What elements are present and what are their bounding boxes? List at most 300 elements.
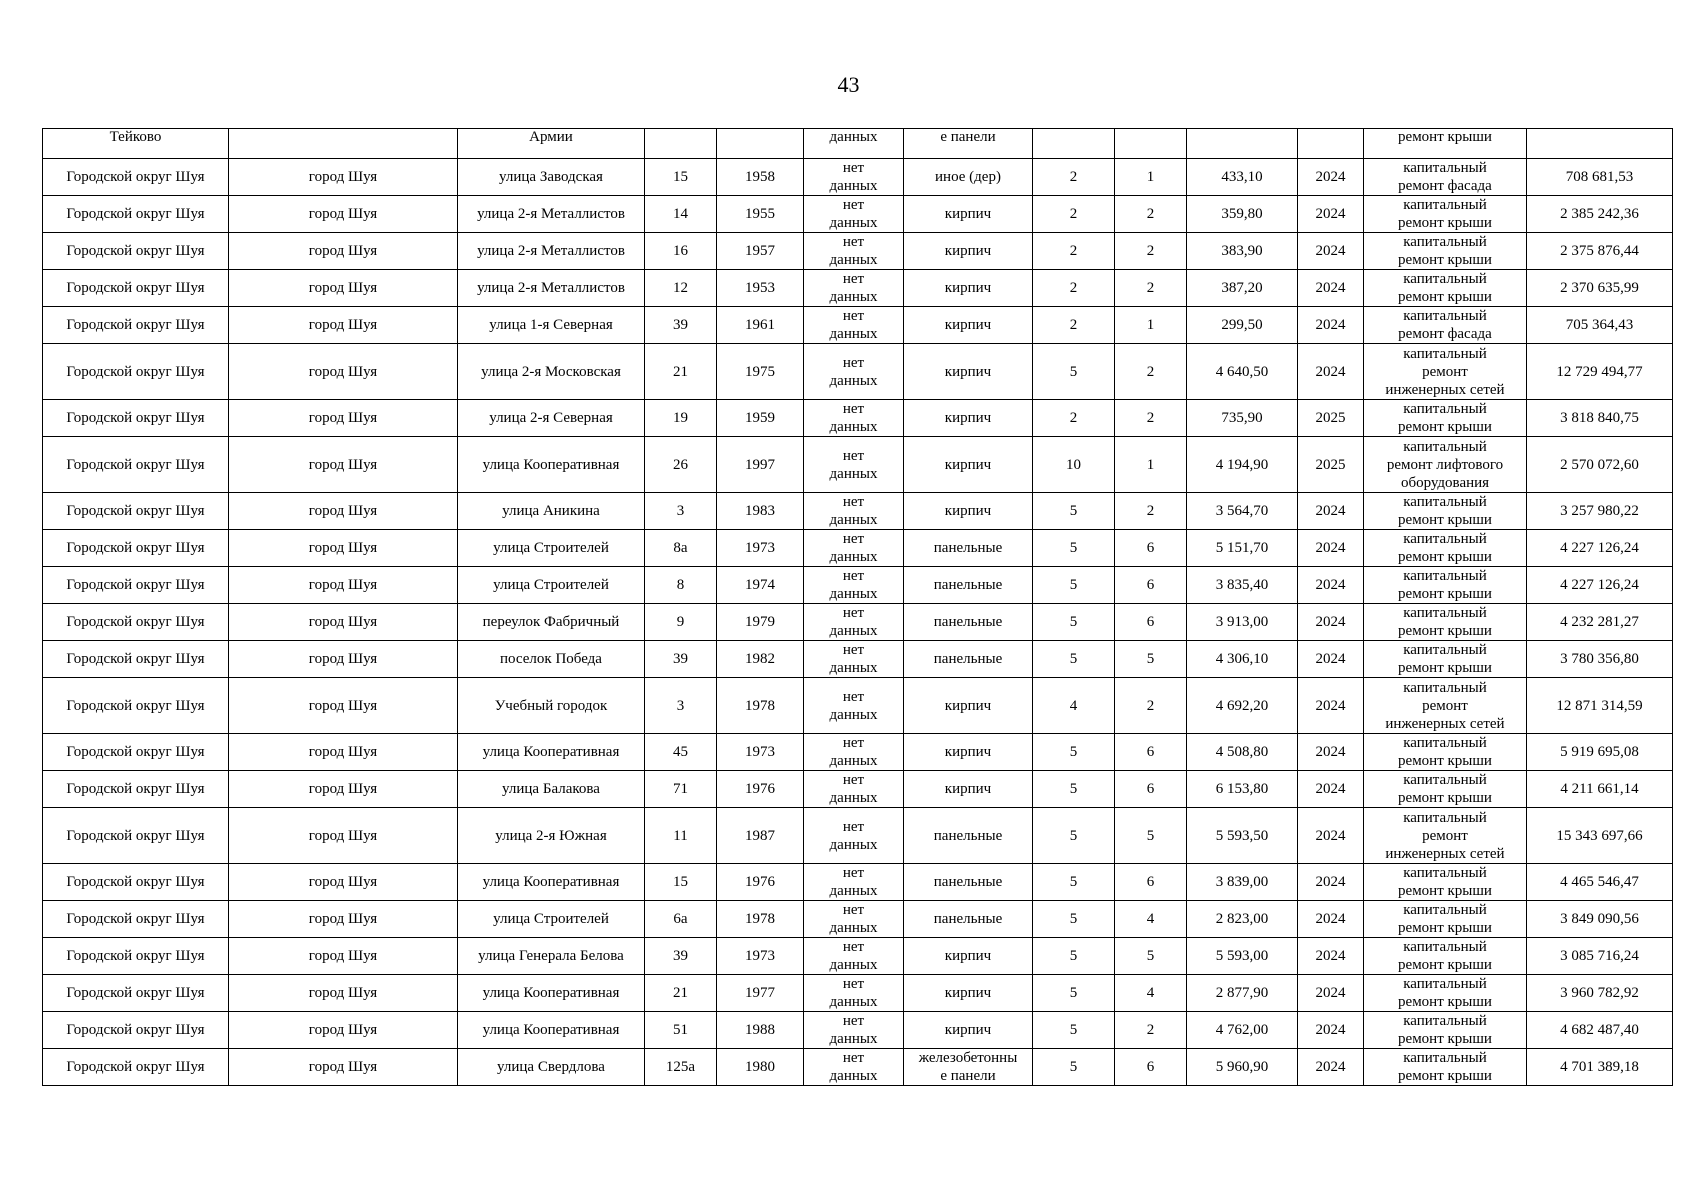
cell-wall-material: кирпич — [904, 771, 1033, 808]
cell-plan-year: 2024 — [1298, 901, 1364, 938]
cell-entrances: 6 — [1115, 1049, 1187, 1086]
cell-year-capital: нет данных — [804, 641, 904, 678]
cell-plan-year: 2024 — [1298, 344, 1364, 400]
cell-wall-material: кирпич — [904, 493, 1033, 530]
cell-locality: город Шуя — [229, 270, 458, 307]
cell-area: 3 564,70 — [1187, 493, 1298, 530]
cell-locality: город Шуя — [229, 975, 458, 1012]
cell-floors: 10 — [1033, 437, 1115, 493]
cell-wall-material: панельные — [904, 641, 1033, 678]
cell-year: 1976 — [717, 771, 804, 808]
cell-year-capital: нет данных — [804, 1012, 904, 1049]
table-row — [43, 678, 1673, 734]
cell-entrances: 1 — [1115, 159, 1187, 196]
cell-locality: город Шуя — [229, 771, 458, 808]
cell-plan-year: 2024 — [1298, 530, 1364, 567]
cell-municipality: Городской округ Шуя — [43, 1049, 229, 1086]
cell-floors: 5 — [1033, 938, 1115, 975]
cell-municipality: Городской округ Шуя — [43, 437, 229, 493]
cell-floors: 5 — [1033, 641, 1115, 678]
cell-house: 12 — [645, 270, 717, 307]
cell-year: 1980 — [717, 1049, 804, 1086]
cell-area: 6 153,80 — [1187, 771, 1298, 808]
cell-floors: 5 — [1033, 901, 1115, 938]
cell-municipality: Городской округ Шуя — [43, 975, 229, 1012]
cell-entrances: 2 — [1115, 344, 1187, 400]
table-row — [43, 975, 1673, 1012]
cell-cost: 4 227 126,24 — [1527, 567, 1673, 604]
cell-wall-material: панельные — [904, 901, 1033, 938]
cell-locality: город Шуя — [229, 641, 458, 678]
cell-house: 3 — [645, 678, 717, 734]
cell-entrances: 5 — [1115, 641, 1187, 678]
table-row — [43, 901, 1673, 938]
cell-work-type: капитальный ремонт фасада — [1364, 307, 1527, 344]
cell-work-type: капитальный ремонт крыши — [1364, 567, 1527, 604]
cell-area — [1187, 129, 1298, 159]
table-row — [43, 437, 1673, 493]
cell-plan-year: 2024 — [1298, 493, 1364, 530]
cell-wall-material: кирпич — [904, 734, 1033, 771]
cell-locality: город Шуя — [229, 233, 458, 270]
cell-year: 1955 — [717, 196, 804, 233]
cell-floors: 5 — [1033, 567, 1115, 604]
cell-plan-year: 2024 — [1298, 975, 1364, 1012]
table-row-continued — [43, 129, 1673, 159]
cell-plan-year: 2024 — [1298, 307, 1364, 344]
cell-cost: 5 919 695,08 — [1527, 734, 1673, 771]
cell-work-type: капитальный ремонт крыши — [1364, 641, 1527, 678]
cell-plan-year: 2024 — [1298, 808, 1364, 864]
cell-street: улица Кооперативная — [458, 437, 645, 493]
cell-year-capital: нет данных — [804, 678, 904, 734]
cell-municipality: Городской округ Шуя — [43, 678, 229, 734]
cell-locality: город Шуя — [229, 400, 458, 437]
cell-year: 1997 — [717, 437, 804, 493]
cell-cost: 12 871 314,59 — [1527, 678, 1673, 734]
cell-house: 39 — [645, 307, 717, 344]
cell-cost: 3 257 980,22 — [1527, 493, 1673, 530]
table-row — [43, 493, 1673, 530]
cell-floors: 5 — [1033, 604, 1115, 641]
table-row — [43, 159, 1673, 196]
cell-plan-year: 2024 — [1298, 159, 1364, 196]
cell-house: 15 — [645, 864, 717, 901]
cell-street: улица Строителей — [458, 567, 645, 604]
cell-year-capital: нет данных — [804, 196, 904, 233]
cell-house: 21 — [645, 975, 717, 1012]
cell-cost: 2 570 072,60 — [1527, 437, 1673, 493]
table-row — [43, 400, 1673, 437]
cell-cost: 708 681,53 — [1527, 159, 1673, 196]
cell-entrances: 1 — [1115, 307, 1187, 344]
cell-cost: 2 370 635,99 — [1527, 270, 1673, 307]
cell-plan-year: 2024 — [1298, 233, 1364, 270]
cell-cost: 3 780 356,80 — [1527, 641, 1673, 678]
cell-area: 3 913,00 — [1187, 604, 1298, 641]
table-row — [43, 641, 1673, 678]
cell-year: 1973 — [717, 938, 804, 975]
cell-plan-year: 2024 — [1298, 270, 1364, 307]
cell-locality: город Шуя — [229, 159, 458, 196]
cell-house: 21 — [645, 344, 717, 400]
cell-work-type: капитальный ремонт крыши — [1364, 734, 1527, 771]
cell-municipality: Городской округ Шуя — [43, 808, 229, 864]
cell-cost — [1527, 129, 1673, 159]
cell-cost: 3 960 782,92 — [1527, 975, 1673, 1012]
cell-municipality: Городской округ Шуя — [43, 233, 229, 270]
cell-area: 3 839,00 — [1187, 864, 1298, 901]
cell-work-type: капитальный ремонт крыши — [1364, 1049, 1527, 1086]
cell-floors: 5 — [1033, 975, 1115, 1012]
cell-year-capital: нет данных — [804, 734, 904, 771]
cell-street: улица Кооперативная — [458, 1012, 645, 1049]
cell-street: улица 2-я Московская — [458, 344, 645, 400]
cell-cost: 4 465 546,47 — [1527, 864, 1673, 901]
cell-floors: 5 — [1033, 1012, 1115, 1049]
cell-cost: 4 701 389,18 — [1527, 1049, 1673, 1086]
cell-house: 16 — [645, 233, 717, 270]
cell-entrances: 6 — [1115, 604, 1187, 641]
cell-year-capital: нет данных — [804, 771, 904, 808]
cell-year-capital: нет данных — [804, 808, 904, 864]
cell-year-capital: нет данных — [804, 400, 904, 437]
cell-year-capital: нет данных — [804, 437, 904, 493]
cell-locality: город Шуя — [229, 567, 458, 604]
cell-street: Армии — [458, 129, 645, 159]
cell-year-capital: нет данных — [804, 307, 904, 344]
cell-work-type: капитальный ремонт крыши — [1364, 400, 1527, 437]
table-row — [43, 270, 1673, 307]
cell-area: 5 593,00 — [1187, 938, 1298, 975]
cell-street: улица Свердлова — [458, 1049, 645, 1086]
cell-plan-year: 2025 — [1298, 400, 1364, 437]
cell-house: 8 — [645, 567, 717, 604]
cell-wall-material: кирпич — [904, 975, 1033, 1012]
cell-work-type: капитальный ремонт крыши — [1364, 771, 1527, 808]
cell-street: улица Кооперативная — [458, 975, 645, 1012]
cell-house: 11 — [645, 808, 717, 864]
cell-floors: 2 — [1033, 196, 1115, 233]
cell-municipality: Городской округ Шуя — [43, 567, 229, 604]
cell-year: 1974 — [717, 567, 804, 604]
cell-work-type: капитальный ремонт инженерных сетей — [1364, 808, 1527, 864]
page-number: 43 — [837, 72, 860, 97]
cell-year-capital: нет данных — [804, 938, 904, 975]
cell-entrances: 4 — [1115, 901, 1187, 938]
cell-entrances: 1 — [1115, 437, 1187, 493]
cell-year: 1983 — [717, 493, 804, 530]
cell-wall-material: панельные — [904, 567, 1033, 604]
cell-plan-year: 2024 — [1298, 864, 1364, 901]
cell-floors: 5 — [1033, 734, 1115, 771]
cell-work-type: капитальный ремонт крыши — [1364, 975, 1527, 1012]
cell-year: 1961 — [717, 307, 804, 344]
cell-entrances: 6 — [1115, 864, 1187, 901]
cell-locality: город Шуя — [229, 604, 458, 641]
cell-house: 19 — [645, 400, 717, 437]
table-row — [43, 771, 1673, 808]
cell-wall-material: железобетонны е панели — [904, 1049, 1033, 1086]
cell-work-type: капитальный ремонт инженерных сетей — [1364, 344, 1527, 400]
cell-floors: 5 — [1033, 864, 1115, 901]
cell-entrances: 4 — [1115, 975, 1187, 1012]
cell-locality: город Шуя — [229, 901, 458, 938]
cell-wall-material: иное (дер) — [904, 159, 1033, 196]
cell-house: 125а — [645, 1049, 717, 1086]
cell-year: 1973 — [717, 530, 804, 567]
cell-floors: 2 — [1033, 270, 1115, 307]
cell-floors: 2 — [1033, 400, 1115, 437]
cell-municipality: Городской округ Шуя — [43, 493, 229, 530]
cell-municipality: Городской округ Шуя — [43, 734, 229, 771]
cell-work-type: капитальный ремонт крыши — [1364, 604, 1527, 641]
cell-year: 1958 — [717, 159, 804, 196]
cell-area: 5 960,90 — [1187, 1049, 1298, 1086]
table-row — [43, 808, 1673, 864]
cell-municipality: Городской округ Шуя — [43, 159, 229, 196]
cell-cost: 4 211 661,14 — [1527, 771, 1673, 808]
cell-floors: 5 — [1033, 771, 1115, 808]
table-row — [43, 734, 1673, 771]
cell-area: 4 508,80 — [1187, 734, 1298, 771]
cell-street: улица 2-я Металлистов — [458, 196, 645, 233]
cell-wall-material: е панели — [904, 129, 1033, 159]
table-row — [43, 864, 1673, 901]
cell-street: улица Кооперативная — [458, 734, 645, 771]
cell-street: улица 1-я Северная — [458, 307, 645, 344]
cell-plan-year — [1298, 129, 1364, 159]
cell-municipality: Городской округ Шуя — [43, 1012, 229, 1049]
cell-street: улица 2-я Южная — [458, 808, 645, 864]
cell-house: 39 — [645, 938, 717, 975]
cell-work-type: ремонт крыши — [1364, 129, 1527, 159]
cell-locality: город Шуя — [229, 344, 458, 400]
cell-area: 3 835,40 — [1187, 567, 1298, 604]
cell-area: 5 151,70 — [1187, 530, 1298, 567]
cell-year-capital: нет данных — [804, 604, 904, 641]
cell-cost: 2 375 876,44 — [1527, 233, 1673, 270]
cell-area: 4 306,10 — [1187, 641, 1298, 678]
cell-plan-year: 2024 — [1298, 1049, 1364, 1086]
cell-wall-material: кирпич — [904, 400, 1033, 437]
table-body — [43, 129, 1673, 1086]
cell-year-capital: нет данных — [804, 1049, 904, 1086]
cell-street: улица Кооперативная — [458, 864, 645, 901]
cell-municipality: Городской округ Шуя — [43, 901, 229, 938]
cell-street: улица Генерала Белова — [458, 938, 645, 975]
cell-plan-year: 2024 — [1298, 196, 1364, 233]
cell-plan-year: 2024 — [1298, 771, 1364, 808]
cell-entrances: 6 — [1115, 771, 1187, 808]
cell-entrances: 2 — [1115, 233, 1187, 270]
cell-plan-year: 2025 — [1298, 437, 1364, 493]
cell-area: 359,80 — [1187, 196, 1298, 233]
cell-locality: город Шуя — [229, 1049, 458, 1086]
cell-year: 1959 — [717, 400, 804, 437]
cell-street: улица 2-я Металлистов — [458, 270, 645, 307]
cell-locality: город Шуя — [229, 678, 458, 734]
cell-year-capital: нет данных — [804, 233, 904, 270]
cell-entrances: 5 — [1115, 808, 1187, 864]
cell-municipality: Городской округ Шуя — [43, 864, 229, 901]
table-row — [43, 604, 1673, 641]
cell-municipality: Городской округ Шуя — [43, 344, 229, 400]
cell-municipality: Городской округ Шуя — [43, 530, 229, 567]
table-row — [43, 530, 1673, 567]
cell-municipality: Городской округ Шуя — [43, 307, 229, 344]
cell-plan-year: 2024 — [1298, 641, 1364, 678]
cell-work-type: капитальный ремонт крыши — [1364, 1012, 1527, 1049]
cell-house: 39 — [645, 641, 717, 678]
cell-street: поселок Победа — [458, 641, 645, 678]
table-row — [43, 344, 1673, 400]
cell-house: 45 — [645, 734, 717, 771]
cell-work-type: капитальный ремонт лифтового оборудования — [1364, 437, 1527, 493]
cell-wall-material: кирпич — [904, 233, 1033, 270]
cell-locality: город Шуя — [229, 196, 458, 233]
cell-street: переулок Фабричный — [458, 604, 645, 641]
cell-year: 1977 — [717, 975, 804, 1012]
cell-cost: 2 385 242,36 — [1527, 196, 1673, 233]
cell-plan-year: 2024 — [1298, 678, 1364, 734]
cell-area: 4 194,90 — [1187, 437, 1298, 493]
cell-house: 8а — [645, 530, 717, 567]
cell-year: 1973 — [717, 734, 804, 771]
table-row — [43, 1012, 1673, 1049]
cell-plan-year: 2024 — [1298, 938, 1364, 975]
cell-year-capital: нет данных — [804, 530, 904, 567]
cell-wall-material: панельные — [904, 604, 1033, 641]
cell-house: 9 — [645, 604, 717, 641]
cell-area: 2 877,90 — [1187, 975, 1298, 1012]
cell-area: 383,90 — [1187, 233, 1298, 270]
cell-area: 2 823,00 — [1187, 901, 1298, 938]
cell-wall-material: кирпич — [904, 270, 1033, 307]
cell-cost: 4 232 281,27 — [1527, 604, 1673, 641]
cell-municipality: Городской округ Шуя — [43, 771, 229, 808]
cell-wall-material: кирпич — [904, 196, 1033, 233]
cell-entrances: 6 — [1115, 734, 1187, 771]
cell-street: улица Заводская — [458, 159, 645, 196]
cell-year-capital: данных — [804, 129, 904, 159]
cell-floors: 5 — [1033, 530, 1115, 567]
cell-year: 1978 — [717, 678, 804, 734]
cell-floors: 4 — [1033, 678, 1115, 734]
cell-work-type: капитальный ремонт крыши — [1364, 270, 1527, 307]
cell-year-capital: нет данных — [804, 975, 904, 1012]
cell-year: 1953 — [717, 270, 804, 307]
cell-floors: 5 — [1033, 808, 1115, 864]
cell-entrances: 2 — [1115, 1012, 1187, 1049]
cell-wall-material: кирпич — [904, 344, 1033, 400]
cell-house: 15 — [645, 159, 717, 196]
cell-cost: 4 682 487,40 — [1527, 1012, 1673, 1049]
cell-area: 5 593,50 — [1187, 808, 1298, 864]
cell-locality: город Шуя — [229, 307, 458, 344]
cell-area: 735,90 — [1187, 400, 1298, 437]
cell-wall-material: кирпич — [904, 1012, 1033, 1049]
cell-municipality: Городской округ Шуя — [43, 938, 229, 975]
cell-street: улица 2-я Северная — [458, 400, 645, 437]
cell-wall-material: панельные — [904, 808, 1033, 864]
cell-municipality: Городской округ Шуя — [43, 400, 229, 437]
cell-entrances: 5 — [1115, 938, 1187, 975]
cell-entrances: 6 — [1115, 567, 1187, 604]
cell-house: 71 — [645, 771, 717, 808]
cell-municipality: Городской округ Шуя — [43, 641, 229, 678]
cell-municipality: Тейково — [43, 129, 229, 159]
table-row — [43, 233, 1673, 270]
cell-area: 387,20 — [1187, 270, 1298, 307]
cell-locality: город Шуя — [229, 437, 458, 493]
cell-work-type: капитальный ремонт крыши — [1364, 196, 1527, 233]
cell-entrances: 2 — [1115, 678, 1187, 734]
table-row — [43, 307, 1673, 344]
housing-registry-table — [42, 128, 1673, 1086]
cell-year-capital: нет данных — [804, 864, 904, 901]
cell-locality: город Шуя — [229, 493, 458, 530]
cell-street: улица Балакова — [458, 771, 645, 808]
cell-year: 1957 — [717, 233, 804, 270]
cell-year — [717, 129, 804, 159]
cell-wall-material: панельные — [904, 864, 1033, 901]
cell-work-type: капитальный ремонт крыши — [1364, 530, 1527, 567]
cell-street: Учебный городок — [458, 678, 645, 734]
cell-cost: 3 818 840,75 — [1527, 400, 1673, 437]
cell-floors — [1033, 129, 1115, 159]
cell-work-type: капитальный ремонт крыши — [1364, 864, 1527, 901]
cell-wall-material: кирпич — [904, 437, 1033, 493]
cell-work-type: капитальный ремонт крыши — [1364, 901, 1527, 938]
cell-entrances — [1115, 129, 1187, 159]
cell-entrances: 2 — [1115, 400, 1187, 437]
cell-year: 1976 — [717, 864, 804, 901]
cell-work-type: капитальный ремонт инженерных сетей — [1364, 678, 1527, 734]
cell-area: 299,50 — [1187, 307, 1298, 344]
cell-municipality: Городской округ Шуя — [43, 604, 229, 641]
cell-street: улица 2-я Металлистов — [458, 233, 645, 270]
cell-wall-material: кирпич — [904, 678, 1033, 734]
cell-locality: город Шуя — [229, 734, 458, 771]
table-row — [43, 196, 1673, 233]
cell-wall-material: панельные — [904, 530, 1033, 567]
cell-floors: 5 — [1033, 493, 1115, 530]
cell-year-capital: нет данных — [804, 493, 904, 530]
cell-floors: 2 — [1033, 307, 1115, 344]
cell-municipality: Городской округ Шуя — [43, 196, 229, 233]
cell-cost: 3 849 090,56 — [1527, 901, 1673, 938]
cell-wall-material: кирпич — [904, 938, 1033, 975]
cell-cost: 4 227 126,24 — [1527, 530, 1673, 567]
table-row — [43, 567, 1673, 604]
cell-house: 3 — [645, 493, 717, 530]
cell-area: 433,10 — [1187, 159, 1298, 196]
cell-locality: город Шуя — [229, 938, 458, 975]
cell-street: улица Строителей — [458, 901, 645, 938]
cell-cost: 15 343 697,66 — [1527, 808, 1673, 864]
cell-year: 1987 — [717, 808, 804, 864]
table-row — [43, 1049, 1673, 1086]
cell-locality: город Шуя — [229, 864, 458, 901]
cell-street: улица Аникина — [458, 493, 645, 530]
cell-entrances: 2 — [1115, 493, 1187, 530]
cell-cost: 3 085 716,24 — [1527, 938, 1673, 975]
cell-entrances: 2 — [1115, 270, 1187, 307]
cell-year-capital: нет данных — [804, 901, 904, 938]
cell-plan-year: 2024 — [1298, 567, 1364, 604]
cell-house: 14 — [645, 196, 717, 233]
